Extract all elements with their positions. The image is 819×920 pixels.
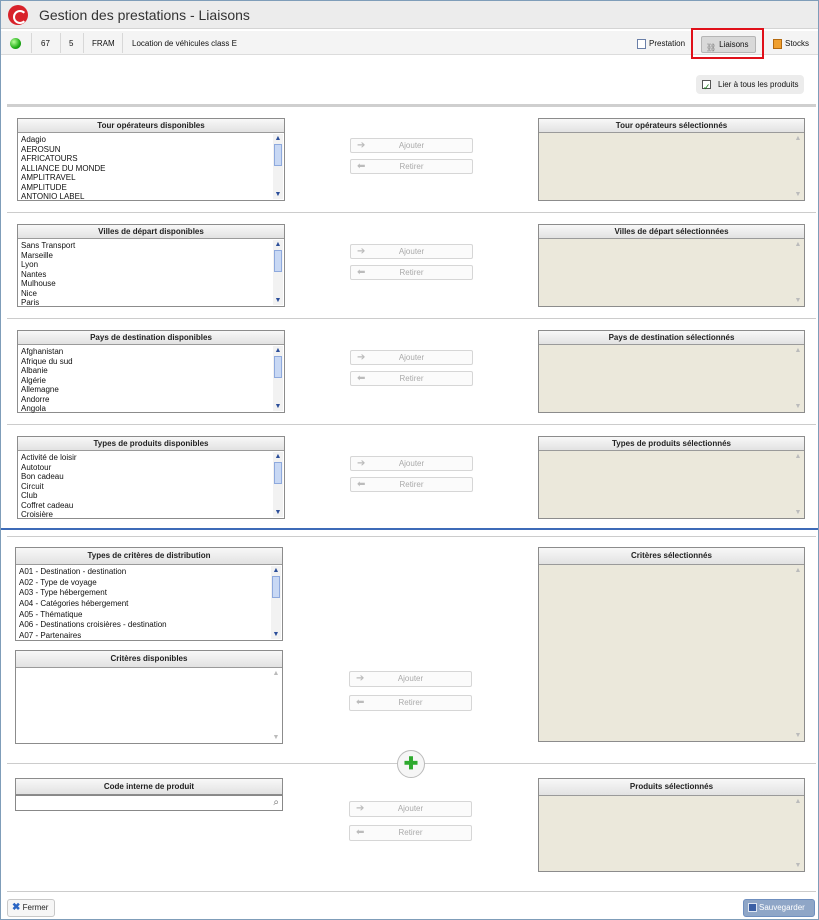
list-item[interactable]: Andorre <box>21 394 50 404</box>
title-bar <box>1 1 818 29</box>
divider <box>7 212 816 213</box>
arrow-right-icon: ➔ <box>357 246 366 257</box>
scroll-down-icon[interactable]: ▼ <box>794 732 802 739</box>
list-item[interactable]: Albanie <box>21 366 48 375</box>
remove-button[interactable] <box>350 159 473 174</box>
scrollbar[interactable] <box>273 452 283 517</box>
list-item[interactable]: Circuit <box>21 481 44 491</box>
remove-label: Retirer <box>398 828 423 837</box>
list-item[interactable]: A04 - Catégories hébergement <box>19 599 129 609</box>
arrow-right-icon: ➔ <box>356 803 365 814</box>
list-item[interactable]: Club <box>21 491 38 500</box>
remove-label: Retirer <box>399 374 424 383</box>
app-logo-icon <box>8 5 28 25</box>
arrow-left-icon: ⬅ <box>357 479 366 490</box>
divider <box>7 536 816 537</box>
divider <box>7 891 816 892</box>
arrow-left-icon: ⬅ <box>357 161 366 172</box>
liaisons-label: Liaisons <box>719 40 749 49</box>
departure-cities-available-list[interactable] <box>17 224 285 307</box>
divider <box>122 33 123 53</box>
checkbox-icon[interactable] <box>702 80 711 89</box>
scroll-thumb[interactable] <box>274 462 282 484</box>
add-button[interactable] <box>350 138 473 153</box>
scroll-up-icon[interactable]: ▲ <box>274 135 282 142</box>
add-button[interactable] <box>349 801 472 817</box>
destination-countries-selected-list[interactable] <box>538 330 805 413</box>
scrollbar[interactable] <box>793 797 803 870</box>
arrow-left-icon: ⬅ <box>357 373 366 384</box>
list-item[interactable]: Paris <box>21 298 40 307</box>
list-item[interactable]: A07 - Partenaires <box>19 631 82 641</box>
scroll-up-icon[interactable]: ▲ <box>794 135 802 142</box>
scroll-up-icon[interactable]: ▲ <box>274 453 282 460</box>
list <box>21 135 272 202</box>
list-item[interactable]: Coffret cadeau <box>21 500 74 510</box>
panel-header: Tour opérateurs sélectionnés <box>539 119 804 133</box>
scroll-down-icon[interactable]: ▼ <box>274 191 282 198</box>
arrow-right-icon: ➔ <box>357 458 366 469</box>
scrollbar[interactable] <box>793 346 803 411</box>
criteria-available-list[interactable] <box>15 650 283 744</box>
list <box>19 567 270 642</box>
window-title: Gestion des prestations - Liaisons <box>39 7 250 23</box>
prestation-id: 67 <box>41 39 50 48</box>
arrow-right-icon: ➔ <box>357 140 366 151</box>
list-item[interactable]: Marseille <box>21 250 54 260</box>
products-selected-list[interactable] <box>538 778 805 872</box>
add-label: Ajouter <box>398 459 425 468</box>
list-item[interactable]: Bon cadeau <box>21 472 64 481</box>
add-button[interactable] <box>350 350 473 365</box>
add-label: Ajouter <box>397 804 424 813</box>
scrollbar[interactable] <box>793 452 803 517</box>
remove-button[interactable] <box>350 371 473 386</box>
list-item[interactable]: Nice <box>21 288 38 298</box>
remove-label: Retirer <box>399 480 424 489</box>
add-button[interactable] <box>350 244 473 259</box>
list-item[interactable]: Autotour <box>21 462 52 472</box>
list-item[interactable]: ALLIANCE DU MONDE <box>21 163 106 173</box>
divider <box>7 424 816 425</box>
list-item[interactable]: Algérie <box>21 375 46 385</box>
divider <box>60 33 61 53</box>
scroll-thumb[interactable] <box>274 356 282 378</box>
list-item[interactable]: AEROSUN <box>21 144 61 154</box>
panel-header: Produits sélectionnés <box>539 779 804 796</box>
divider <box>83 33 84 53</box>
list-item[interactable]: A01 - Destination - destination <box>19 567 127 576</box>
panel-header: Types de critères de distribution <box>16 548 282 565</box>
scroll-down-icon[interactable]: ▼ <box>274 403 282 410</box>
prestation-button[interactable] <box>633 36 689 53</box>
remove-button[interactable] <box>349 695 472 711</box>
operator-code: FRAM <box>92 39 115 48</box>
panel-header: Pays de destination disponibles <box>18 331 284 345</box>
tour-operators-selected-list[interactable] <box>538 118 805 201</box>
list-item[interactable]: Sans Transport <box>21 241 76 250</box>
scroll-up-icon[interactable]: ▲ <box>272 567 280 574</box>
panel-header: Code interne de produit <box>15 778 283 795</box>
destination-countries-available-list[interactable] <box>17 330 285 413</box>
list <box>21 347 272 414</box>
scroll-up-icon[interactable]: ▲ <box>794 453 802 460</box>
scrollbar[interactable] <box>273 134 283 199</box>
scroll-down-icon[interactable]: ▼ <box>794 297 802 304</box>
link-icon: ⛓ <box>706 42 717 52</box>
panel-header: Villes de départ disponibles <box>18 225 284 239</box>
list-item[interactable]: A06 - Destinations croisières - destination <box>19 620 167 630</box>
list <box>21 453 272 520</box>
scroll-down-icon[interactable]: ▼ <box>274 297 282 304</box>
list-item[interactable]: AMPLITRAVEL <box>21 173 76 182</box>
list-item[interactable]: A02 - Type de voyage <box>19 577 97 587</box>
criteria-selected-list[interactable] <box>538 547 805 742</box>
departure-cities-selected-list[interactable] <box>538 224 805 307</box>
scrollbar[interactable] <box>793 134 803 199</box>
scroll-thumb[interactable] <box>274 250 282 272</box>
criteria-types-list[interactable] <box>15 547 283 641</box>
remove-button[interactable] <box>350 477 473 492</box>
panel-header: Villes de départ sélectionnées <box>539 225 804 239</box>
scroll-up-icon[interactable]: ▲ <box>794 241 802 248</box>
arrow-right-icon: ➔ <box>357 352 366 363</box>
scroll-down-icon[interactable]: ▼ <box>794 403 802 410</box>
scrollbar[interactable] <box>271 669 281 742</box>
link-all-checkbox[interactable] <box>696 75 804 94</box>
list-item[interactable]: AFRICATOURS <box>21 154 78 163</box>
add-label: Ajouter <box>398 141 425 150</box>
add-label: Ajouter <box>398 353 425 362</box>
scroll-thumb[interactable] <box>274 144 282 166</box>
save-icon <box>748 903 757 912</box>
close-label: Fermer <box>22 903 49 912</box>
list-item[interactable]: Croisière <box>21 510 54 519</box>
list-item[interactable]: Activité de loisir <box>21 453 77 462</box>
close-button[interactable] <box>7 899 55 917</box>
list-item[interactable]: Nantes <box>21 269 47 279</box>
divider <box>7 104 816 107</box>
product-name: Location de véhicules class E <box>132 39 237 48</box>
remove-label: Retirer <box>399 162 424 171</box>
scrollbar[interactable] <box>793 566 803 740</box>
scroll-down-icon[interactable]: ▼ <box>272 631 280 638</box>
arrow-left-icon: ⬅ <box>356 827 365 838</box>
arrow-left-icon: ⬅ <box>357 267 366 278</box>
document-icon <box>637 39 646 49</box>
list-item[interactable]: Lyon <box>21 260 39 269</box>
save-button[interactable] <box>743 899 815 917</box>
scrollbar[interactable] <box>273 346 283 411</box>
stocks-button[interactable] <box>769 36 813 53</box>
prestation-label: Prestation <box>649 39 686 48</box>
list-item[interactable]: A05 - Thématique <box>19 609 83 619</box>
scroll-thumb[interactable] <box>272 576 280 598</box>
product-types-available-list[interactable] <box>17 436 285 519</box>
list-item[interactable]: A03 - Type hébergement <box>19 588 107 598</box>
close-icon: ✖ <box>12 902 21 913</box>
panel-header: Types de produits sélectionnés <box>539 437 804 451</box>
scroll-up-icon[interactable]: ▲ <box>274 347 282 354</box>
scroll-up-icon[interactable]: ▲ <box>274 241 282 248</box>
section-divider <box>1 528 818 530</box>
link-all-label: Lier à tous les produits <box>718 80 799 89</box>
scroll-down-icon[interactable]: ▼ <box>794 862 802 869</box>
remove-button[interactable] <box>350 265 473 280</box>
scroll-up-icon[interactable]: ▲ <box>794 567 802 574</box>
highlight-box <box>691 28 764 59</box>
scrollbar[interactable] <box>271 566 281 639</box>
tour-operators-available-list[interactable] <box>17 118 285 201</box>
arrow-right-icon: ➔ <box>356 673 365 684</box>
scrollbar[interactable] <box>793 240 803 305</box>
add-label: Ajouter <box>398 247 425 256</box>
add-label: Ajouter <box>397 674 424 683</box>
product-types-selected-list[interactable] <box>538 436 805 519</box>
scroll-down-icon[interactable]: ▼ <box>794 191 802 198</box>
panel-header: Critères disponibles <box>16 651 282 668</box>
panel-header: Tour opérateurs disponibles <box>18 119 284 133</box>
list-item[interactable]: Angola <box>21 404 46 413</box>
search-icon[interactable]: ⌕ <box>273 797 279 808</box>
arrow-left-icon: ⬅ <box>356 697 365 708</box>
scrollbar[interactable] <box>273 240 283 305</box>
product-code-input[interactable] <box>15 795 283 811</box>
scroll-down-icon[interactable]: ▼ <box>794 509 802 516</box>
remove-button[interactable] <box>349 825 472 841</box>
list-item[interactable]: Afghanistan <box>21 347 64 356</box>
panel-header: Types de produits disponibles <box>18 437 284 451</box>
add-button[interactable] <box>350 456 473 471</box>
scroll-down-icon[interactable]: ▼ <box>274 509 282 516</box>
scroll-up-icon[interactable]: ▲ <box>794 798 802 805</box>
stocks-label: Stocks <box>785 39 810 48</box>
divider <box>7 318 816 319</box>
box-icon <box>773 39 782 49</box>
scroll-up-icon[interactable]: ▲ <box>272 670 280 677</box>
prestation-count: 5 <box>69 39 74 48</box>
list-item[interactable]: Allemagne <box>21 385 59 394</box>
divider <box>31 33 32 53</box>
add-button[interactable] <box>349 671 472 687</box>
remove-label: Retirer <box>398 698 423 707</box>
list <box>21 241 272 308</box>
add-plus-icon[interactable]: ✚ <box>397 750 425 778</box>
panel-header: Critères sélectionnés <box>539 548 804 565</box>
list-item[interactable]: AMPLITUDE <box>21 182 67 192</box>
scroll-down-icon[interactable]: ▼ <box>272 734 280 741</box>
status-green-icon <box>10 38 21 49</box>
list-item[interactable]: ANTONIO LABEL <box>21 192 85 201</box>
panel-header: Pays de destination sélectionnés <box>539 331 804 345</box>
list-item[interactable]: Afrique du sud <box>21 356 73 366</box>
save-label: Sauvegarder <box>759 903 805 912</box>
list-item[interactable]: Adagio <box>21 135 46 144</box>
remove-label: Retirer <box>399 268 424 277</box>
scroll-up-icon[interactable]: ▲ <box>794 347 802 354</box>
list-item[interactable]: Mulhouse <box>21 279 56 288</box>
